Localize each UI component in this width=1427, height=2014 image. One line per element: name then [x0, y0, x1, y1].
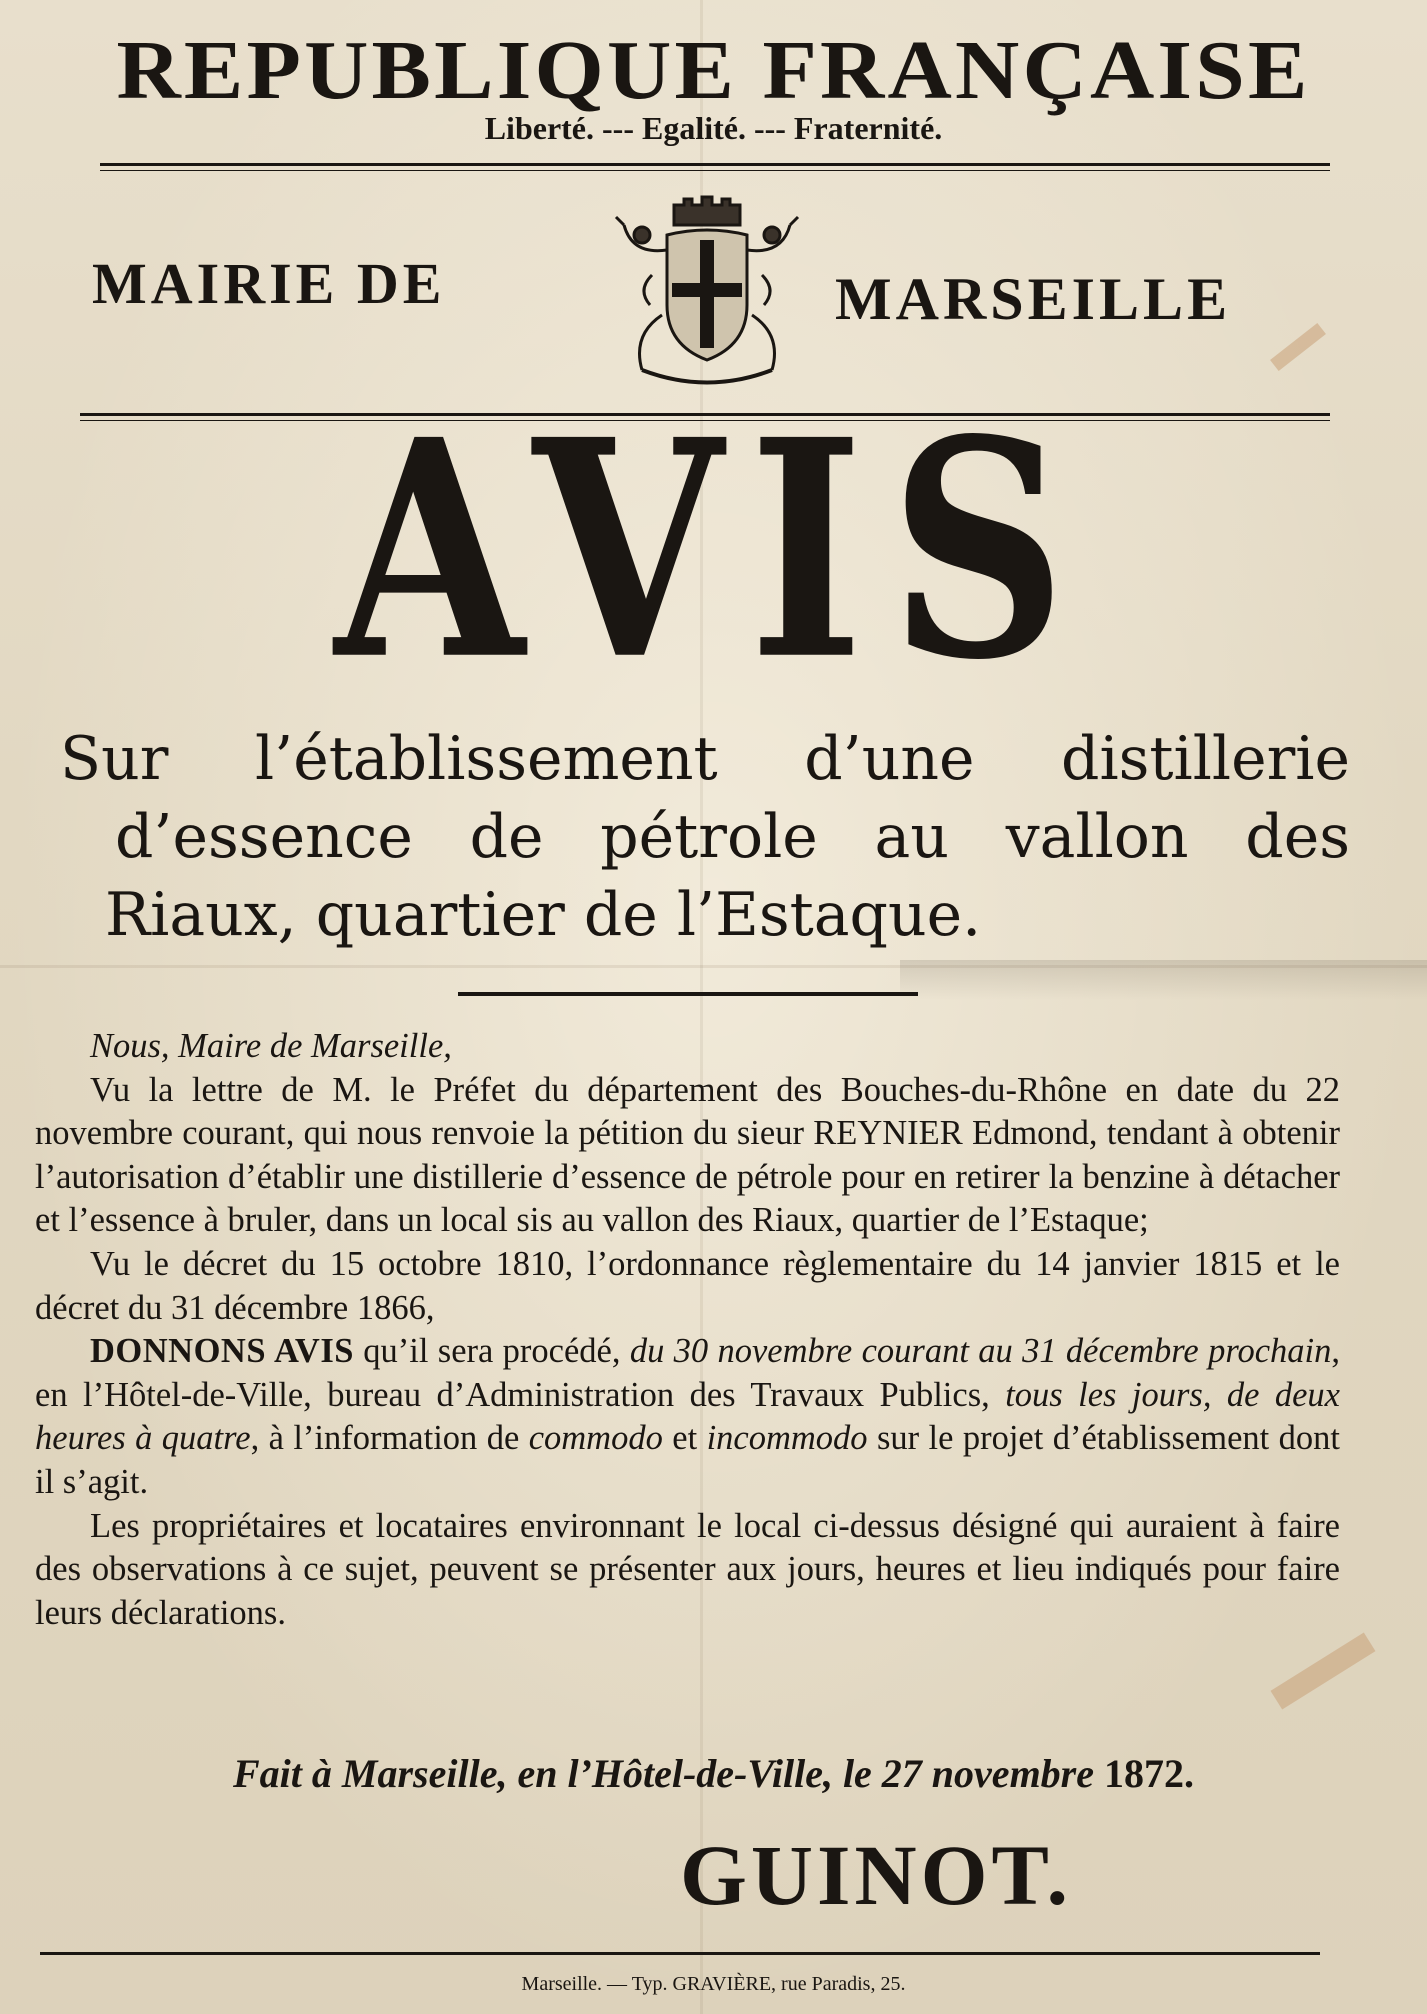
donnons-text-a: qu’il sera procédé,	[353, 1332, 630, 1371]
mayor-signature: GUINOT.	[680, 1827, 1072, 1923]
paragraph-vu-decret: Vu le décret du 15 octobre 1810, l’ordonnance règlementaire du 14 janvier 1815 et le décret du 31 décembre 1866,	[35, 1244, 1340, 1327]
notice-body	[35, 1025, 1340, 1635]
subject-line-2: d’essence de pétrole au vallon des	[115, 802, 1350, 872]
city-label: MARSEILLE	[835, 266, 1232, 332]
avis-title: AVIS	[334, 374, 1093, 726]
incommodo-term: incommodo	[706, 1419, 868, 1458]
commodo-term: commodo	[528, 1419, 663, 1458]
subject-rule	[458, 992, 918, 996]
donnons-text-b: , en l’Hôtel-de-Ville, bureau d’Administration des Travaux Publics,	[35, 1332, 1340, 1414]
printer-imprint: Marseille. — Typ. GRAVIÈRE, rue Paradis, 25.	[521, 1973, 906, 1995]
et-word: et	[662, 1419, 707, 1458]
paragraph-proprietaires: Les propriétaires et locataires environnant le local ci-dessus désigné qui auraient à faire des observations à ce sujet, peuvent se présenter aux jours, heures et lieu indiqués pour faire leurs déclarations.	[35, 1506, 1340, 1632]
inquiry-dates: du 30 novembre courant au 31 décembre prochain	[629, 1332, 1332, 1371]
subject-line-1: Sur l’établissement d’une distillerie	[60, 724, 1350, 794]
donnons-avis-label: DONNONS AVIS	[90, 1332, 354, 1371]
year: 1872.	[1104, 1751, 1194, 1796]
subject-line-3: Riaux, quartier de l’Estaque.	[105, 880, 982, 950]
header-rule	[100, 163, 1330, 171]
mairie-label: MAIRIE DE	[92, 251, 446, 316]
donnons-text-c: , à l’information de	[250, 1419, 529, 1458]
preamble: Nous, Maire de Marseille,	[90, 1027, 452, 1065]
avis-subject	[60, 720, 1350, 954]
republic-title: REPUBLIQUE FRANÇAISE	[116, 24, 1311, 117]
paragraph-donnons-avis	[35, 1330, 1340, 1504]
paragraph-vu-prefet: Vu la lettre de M. le Préfet du département des Bouches-du-Rhône en date du 22 novembre courant, qui nous renvoie la pétition du sieur REYNIER Edmond, tendant à obtenir l’autorisation d’établir une distillerie d’essence de pétrole pour en retirer la benzine à détacher et l’essence à bruler, dans un local sis au vallon des Riaux, quartier de l’Estaque;	[35, 1070, 1340, 1240]
fait-text: Fait à Marseille, en l’Hôtel-de-Ville, le 27 novembre	[233, 1751, 1104, 1796]
inquiry-hours: tous les jours, de deux heures à quatre	[35, 1375, 1340, 1458]
paper-shadow	[900, 960, 1427, 1000]
republic-motto: Liberté. --- Egalité. --- Fraternité.	[484, 110, 943, 146]
paper-tear-right	[1271, 1633, 1376, 1710]
donnons-text-d: sur le projet d’établissement dont il s’agit.	[35, 1419, 1341, 1501]
paper-tear-top	[1270, 323, 1326, 371]
place-and-date	[0, 1750, 1427, 1797]
footer-rule	[40, 1952, 1320, 1955]
marseille-coat-of-arms-icon	[612, 195, 802, 395]
